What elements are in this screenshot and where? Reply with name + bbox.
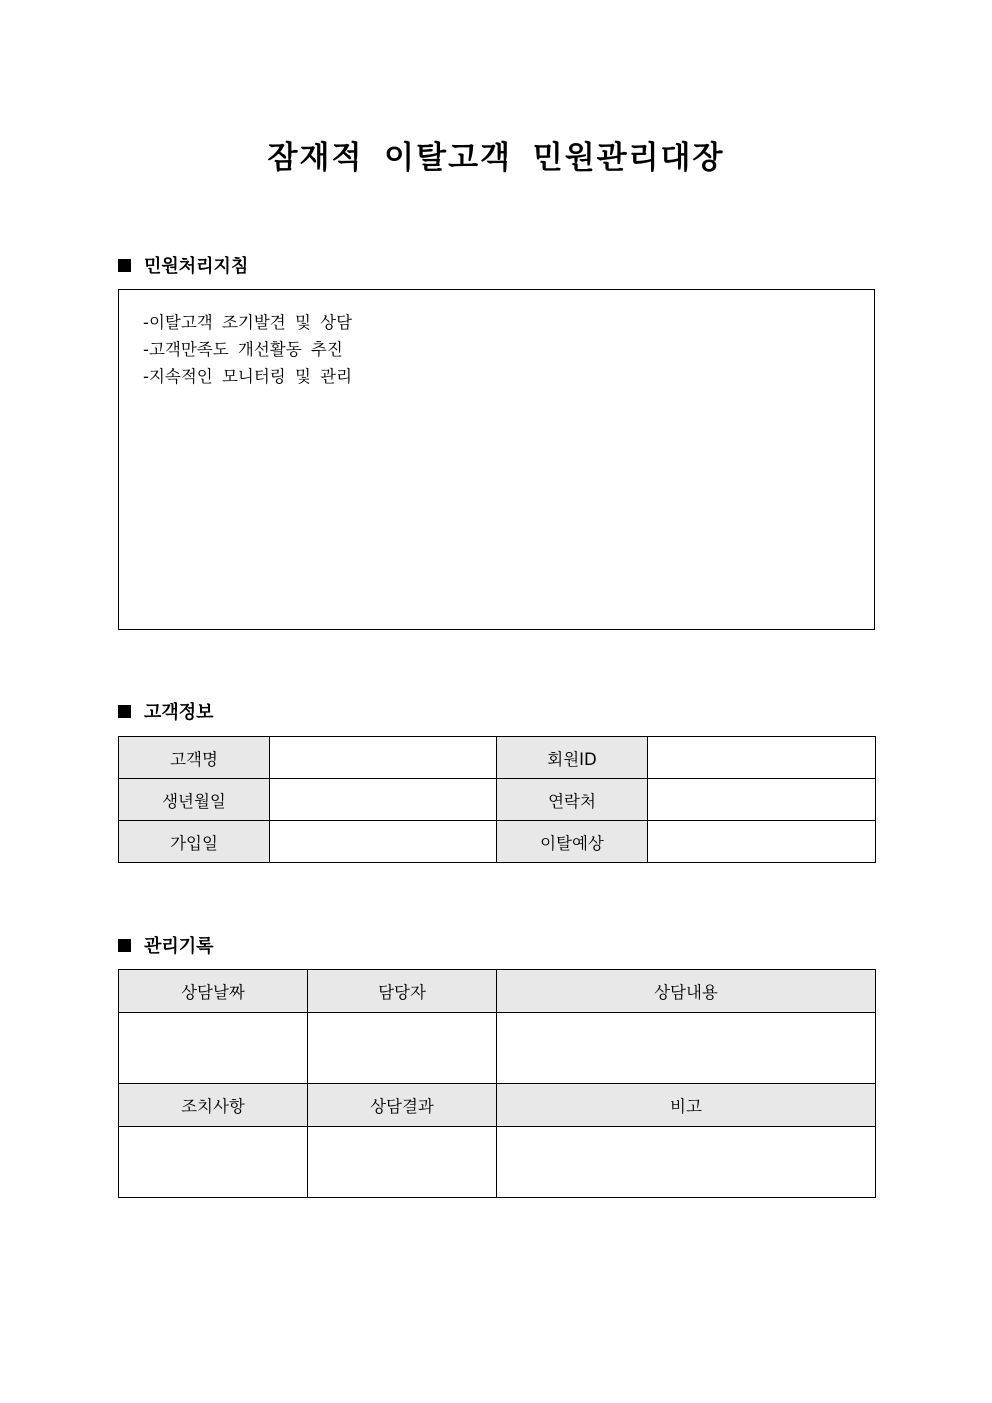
guide-lines [143, 309, 352, 390]
table-row [119, 1013, 876, 1084]
table-row [119, 821, 876, 863]
page-title: 잠재적 이탈고객 민원관리대장 [267, 140, 725, 176]
customer-name-label: 고객명 [119, 737, 270, 779]
manager-header: 담당자 [308, 970, 497, 1013]
consult-result-field[interactable] [308, 1127, 497, 1198]
member-id-label: 회원ID [497, 737, 648, 779]
customer-name-field[interactable] [270, 737, 497, 779]
table-header-row [119, 970, 876, 1013]
consult-content-header: 상담내용 [497, 970, 876, 1013]
record-heading-label: 관리기록 [144, 936, 214, 957]
consult-date-header: 상담날짜 [119, 970, 308, 1013]
customer-section-heading [118, 698, 214, 724]
remarks-field[interactable] [497, 1127, 876, 1198]
table-header-row [119, 1084, 876, 1127]
manager-field[interactable] [308, 1013, 497, 1084]
square-bullet-icon [118, 705, 131, 718]
birthdate-label: 생년월일 [119, 779, 270, 821]
remarks-header: 비고 [497, 1084, 876, 1127]
join-date-label: 가입일 [119, 821, 270, 863]
table-row [119, 1127, 876, 1198]
member-id-field[interactable] [648, 737, 876, 779]
guide-line: -고객만족도 개선활동 추진 [143, 340, 343, 359]
table-row [119, 779, 876, 821]
guide-line: -이탈고객 조기발견 및 상담 [143, 313, 353, 332]
customer-heading-label: 고객정보 [144, 702, 214, 723]
contact-label: 연락처 [497, 779, 648, 821]
churn-expect-label: 이탈예상 [497, 821, 648, 863]
customer-info-table [118, 736, 876, 863]
table-row [119, 737, 876, 779]
consult-date-field[interactable] [119, 1013, 308, 1084]
join-date-field[interactable] [270, 821, 497, 863]
consult-content-field[interactable] [497, 1013, 876, 1084]
management-record-table [118, 969, 876, 1198]
contact-field[interactable] [648, 779, 876, 821]
guide-section-heading [118, 252, 248, 278]
consult-result-header: 상담결과 [308, 1084, 497, 1127]
square-bullet-icon [118, 259, 131, 272]
churn-expect-field[interactable] [648, 821, 876, 863]
action-header: 조치사항 [119, 1084, 308, 1127]
record-section-heading [118, 932, 214, 958]
action-field[interactable] [119, 1127, 308, 1198]
guide-box [118, 289, 875, 630]
birthdate-field[interactable] [270, 779, 497, 821]
guide-heading-label: 민원처리지침 [144, 256, 249, 277]
guide-line: -지속적인 모니터링 및 관리 [143, 367, 353, 386]
square-bullet-icon [118, 939, 131, 952]
